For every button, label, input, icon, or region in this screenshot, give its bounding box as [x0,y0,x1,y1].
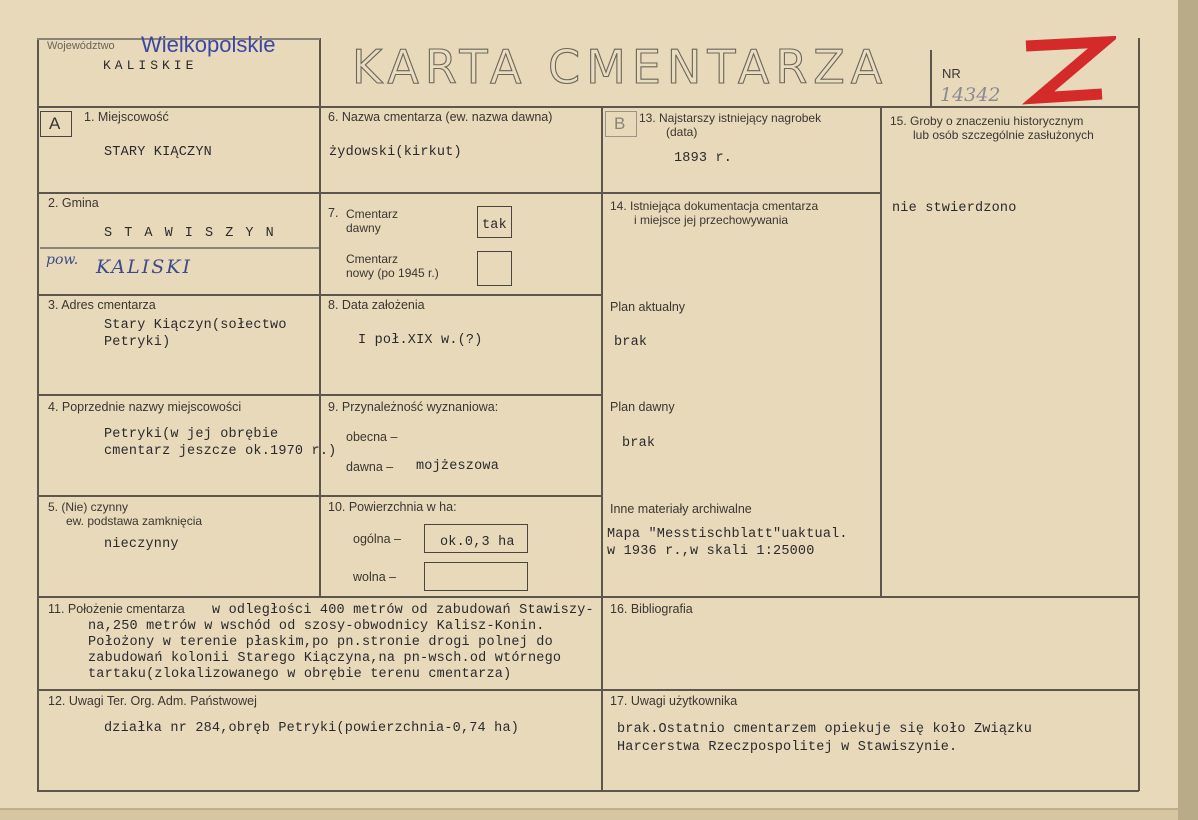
f10-ogolna-value: ok.0,3 ha [440,535,515,550]
f2-pow-prefix: pow. [46,252,79,268]
f7-dawny-line-2: dawny [346,221,381,235]
f6-value: żydowski(kirkut) [329,145,462,160]
row-line-gmina-inner [40,247,320,249]
f3-label: 3. Adres cmentarza [48,298,156,312]
card-edge-shadow [1178,0,1198,820]
f10-ogolna-label: ogólna – [353,532,401,546]
col-line-1 [319,38,321,597]
f2-pow-value: KALISKI [96,256,192,278]
row-line-5 [37,596,1139,598]
f13-label-line-2: (data) [666,125,698,139]
inne-value-line-2: w 1936 r.,w skali 1:25000 [607,544,815,559]
plan-dawny-label: Plan dawny [610,400,675,414]
f5-value: nieczynny [104,537,179,552]
wojewodztwo-typed: KALISKIE [103,58,198,73]
col-line-2 [601,106,603,791]
f11-value-line-4: zabudowań kolonii Starego Kiączyna,na pn-wsch.od wtórnego [88,651,562,666]
section-b-letter: B [614,114,626,133]
f9-obecna-label: obecna – [346,430,398,444]
row-line-1 [37,192,881,194]
f11-value-line-2: na,250 metrów w wschód od szosy-obwodnicy Kalisz-Konin. [88,619,545,634]
f16-label: 16. Bibliografia [610,602,693,616]
wojewodztwo-label: Województwo [47,40,115,52]
plan-dawny-value: brak [622,436,656,451]
f7-dawny-line-1: Cmentarz [346,207,399,221]
f8-value: I poł.XIX w.(?) [358,333,483,348]
card-title: KARTA CMENTARZA [352,40,889,94]
f7-nowy-checkbox[interactable] [477,251,512,286]
header-bottom-line [37,106,1139,108]
f1-label: 1. Miejscowość [84,110,169,124]
f9-dawna-value: mojżeszowa [416,459,500,474]
f15-label-line-2: lub osób szczególnie zasłużonych [913,128,1094,142]
f8-label: 8. Data założenia [328,298,425,312]
f7-dawny-value: tak [482,218,507,233]
f11-value-line-3: Położony w terenie płaskim,po pn.stronie drogi polnej do [88,635,553,650]
plan-aktualny-label: Plan aktualny [610,300,686,314]
wojewodztwo-stamp: Wielkopolskie [141,32,276,57]
f2-value: S T A W I S Z Y N [104,226,276,241]
f7-nowy-line-1: Cmentarz [346,252,399,266]
inne-value-line-1: Mapa "Messtischblatt"uaktual. [607,527,848,542]
f7-label: 7. [328,206,339,220]
f14-label-line-2: i miejsce jej przechowywania [634,213,789,227]
f13-label-line-1: 13. Najstarszy istniejący nagrobek [639,111,822,125]
f6-label: 6. Nazwa cmentarza (ew. nazwa dawna) [328,110,553,124]
f14-label-line-1: 14. Istniejąca dokumentacja cmentarza [610,199,819,213]
f13-value: 1893 r. [674,151,733,166]
f11-value-first: w odległości 400 metrów od zabudowań Stawiszy- [212,603,594,618]
col-line-nr [930,50,932,107]
f4-label: 4. Poprzednie nazwy miejscowości [48,400,242,414]
col-line-left [37,38,39,791]
f4-value-line-1: Petryki(w jej obrębie [104,427,279,442]
f9-label: 9. Przynależność wyznaniowa: [328,400,499,414]
f5-label-line-2: ew. podstawa zamknięcia [66,514,203,528]
section-a-letter: A [49,114,61,133]
f1-value: STARY KIĄCZYN [104,145,212,160]
f2-label: 2. Gmina [48,196,99,210]
f17-label: 17. Uwagi użytkownika [610,694,738,708]
nr-value: 14342 [940,84,1001,106]
inne-label: Inne materiały archiwalne [610,502,752,516]
f10-wolna-label: wolna – [353,570,397,584]
f7-nowy-line-2: nowy (po 1945 r.) [346,266,439,280]
red-z-mark [1016,36,1116,116]
f11-value-line-5: tartaku(zlokalizowanego w obrębie terenu cmentarza) [88,667,512,682]
plan-aktualny-value: brak [614,335,648,350]
f12-label: 12. Uwagi Ter. Org. Adm. Państwowej [48,694,257,708]
f17-value-line-2: Harcerstwa Rzeczpospolitej w Stawiszynie. [617,740,958,755]
col-line-right [1138,38,1140,791]
f3-value-line-2: Petryki) [104,335,171,350]
f5-label-line-1: 5. (Nie) czynny [48,500,129,514]
row-line-6 [37,689,1139,691]
row-line-bottom [37,790,1139,792]
f4-value-line-2: cmentarz jeszcze ok.1970 r.) [104,444,337,459]
f10-wolna-box[interactable] [424,562,528,591]
f3-value-line-1: Stary Kiączyn(sołectwo [104,318,287,333]
f17-value-line-1: brak.Ostatnio cmentarzem opiekuje się koło Związku [617,722,1033,737]
f15-label-line-1: 15. Groby o znaczeniu historycznym [890,114,1084,128]
f10-label: 10. Powierzchnia w ha: [328,500,457,514]
f11-label: 11. Położenie cmentarza [48,602,185,616]
f15-value: nie stwierdzono [892,201,1017,216]
nr-label: NR [942,66,961,81]
f12-value: działka nr 284,obręb Petryki(powierzchnia-0,74 ha) [104,721,520,736]
col-line-3 [880,106,882,597]
f9-dawna-label: dawna – [346,460,394,474]
